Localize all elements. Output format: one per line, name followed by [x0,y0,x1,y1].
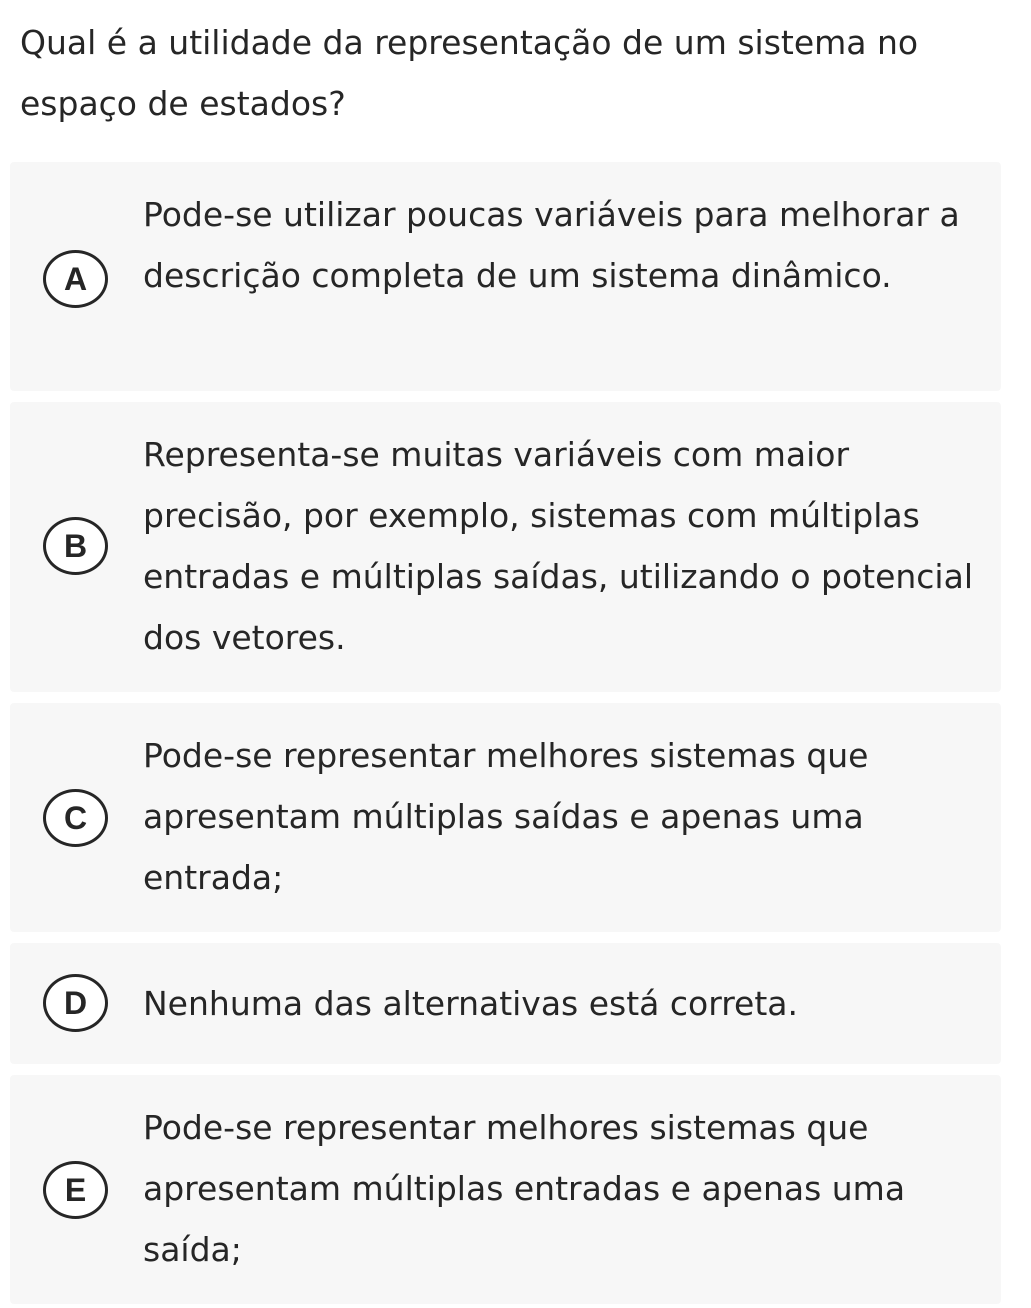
question-text: Qual é a utilidade da representação de um sistema no espaço de estados? [20,23,919,123]
option-b[interactable] [10,402,1001,692]
option-letter-badge: D [43,974,108,1032]
option-letter-badge: B [43,517,108,575]
option-letter-badge: E [43,1161,108,1219]
option-text: Nenhuma das alternativas está correta. [143,984,799,1023]
option-e[interactable] [10,1075,1001,1304]
option-text: Pode-se representar melhores sistemas que apresentam múltiplas saídas e apenas uma entrada; [143,736,869,897]
option-letter-badge: C [43,789,108,847]
option-text: Representa-se muitas variáveis com maior precisão, por exemplo, sistemas com múltiplas entradas e múltiplas saídas, utilizando o potencial dos vetores. [143,435,973,657]
option-d[interactable] [10,943,1001,1064]
option-text: Pode-se representar melhores sistemas que apresentam múltiplas entradas e apenas uma saída; [143,1108,906,1269]
option-text: Pode-se utilizar poucas variáveis para melhorar a descrição completa de um sistema dinâmico. [143,195,960,295]
option-letter-badge: A [43,250,108,308]
option-a[interactable] [10,162,1001,391]
option-c[interactable] [10,703,1001,932]
